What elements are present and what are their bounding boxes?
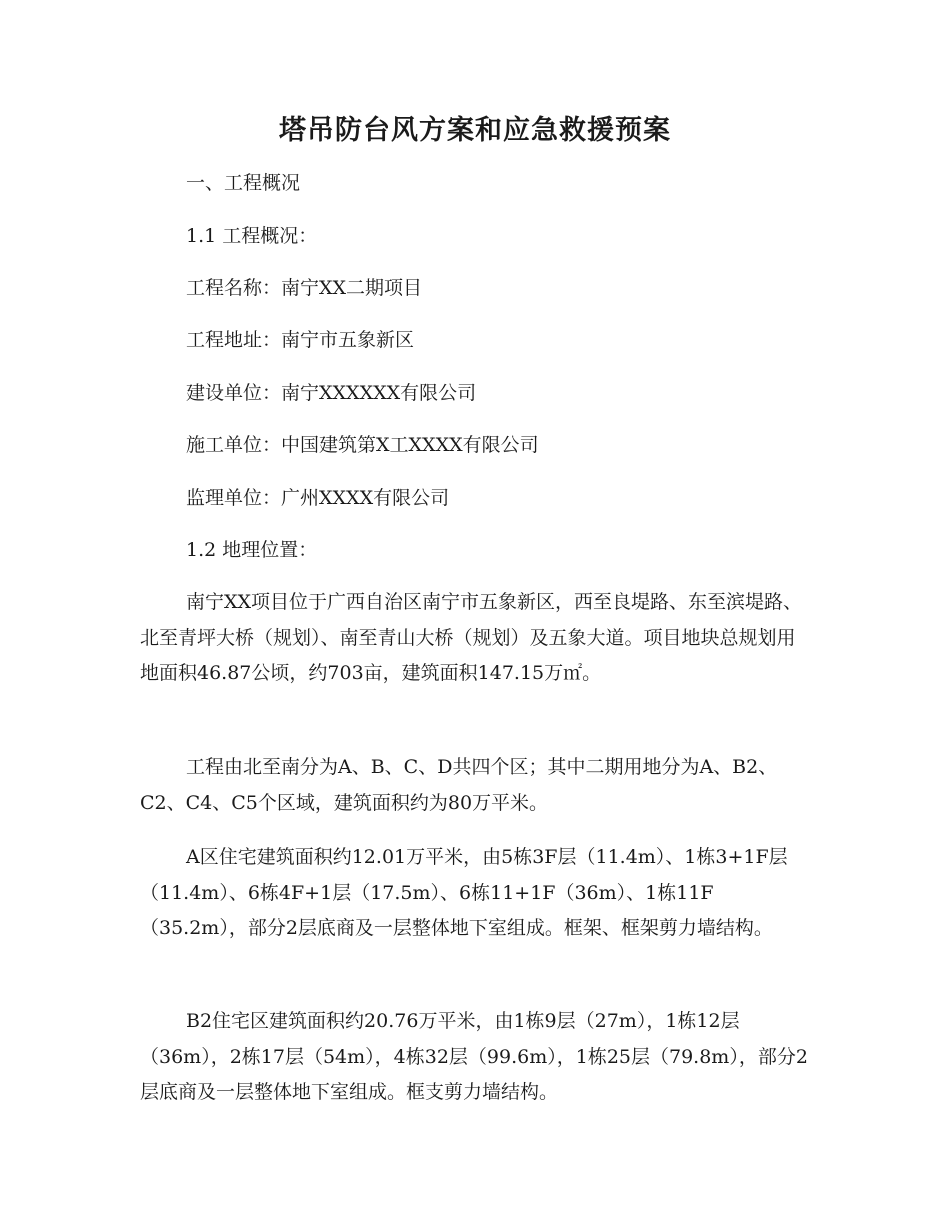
paragraph-zone-b2: B2住宅区建筑面积约20.76万平米，由1栋9层（27m），1栋12层（36m），2栋17层（54m），4栋32层（99.6m），1栋25层（79.8m），部分2层底商及一层整体地下室组成。框支剪力墙结构。 [140, 1010, 808, 1103]
construction-unit-line: 施工单位：中国建筑第X工XXXX有限公司 [186, 434, 539, 456]
paragraph-location: 南宁XX项目位于广西自治区南宁市五象新区，西至良堤路、东至滨堤路、北至青坪大桥（规划）、南至青山大桥（规划）及五象大道。项目地块总规划用地面积46.87公顷，约703亩，建筑面积147.15万㎡。 [140, 591, 803, 684]
document-title: 塔吊防台风方案和应急救援预案 [279, 115, 671, 146]
paragraph-zone-a: A区住宅建筑面积约12.01万平米，由5栋3F层（11.4m）、1栋3+1F层（11.4m）、6栋4F+1层（17.5m）、6栋11+1F（36m）、1栋11F（35.2m），部分2层底商及一层整体地下室组成。框架、框架剪力墙结构。 [140, 846, 788, 939]
supervision-unit-line: 监理单位：广州XXXX有限公司 [186, 487, 450, 509]
project-address-line: 工程地址：南宁市五象新区 [186, 329, 415, 351]
project-name-line: 工程名称：南宁XX二期项目 [186, 277, 423, 299]
owner-unit-line: 建设单位：南宁XXXXXX有限公司 [186, 382, 477, 404]
section-heading-overview: 一、工程概况 [186, 172, 301, 194]
paragraph-zones: 工程由北至南分为A、B、C、D共四个区；其中二期用地分为A、B2、C2、C4、C5个区域，建筑面积约为80万平米。 [140, 756, 778, 814]
subsection-heading-1-2: 1.2 地理位置： [186, 539, 318, 561]
subsection-heading-1-1: 1.1 工程概况： [186, 225, 318, 247]
